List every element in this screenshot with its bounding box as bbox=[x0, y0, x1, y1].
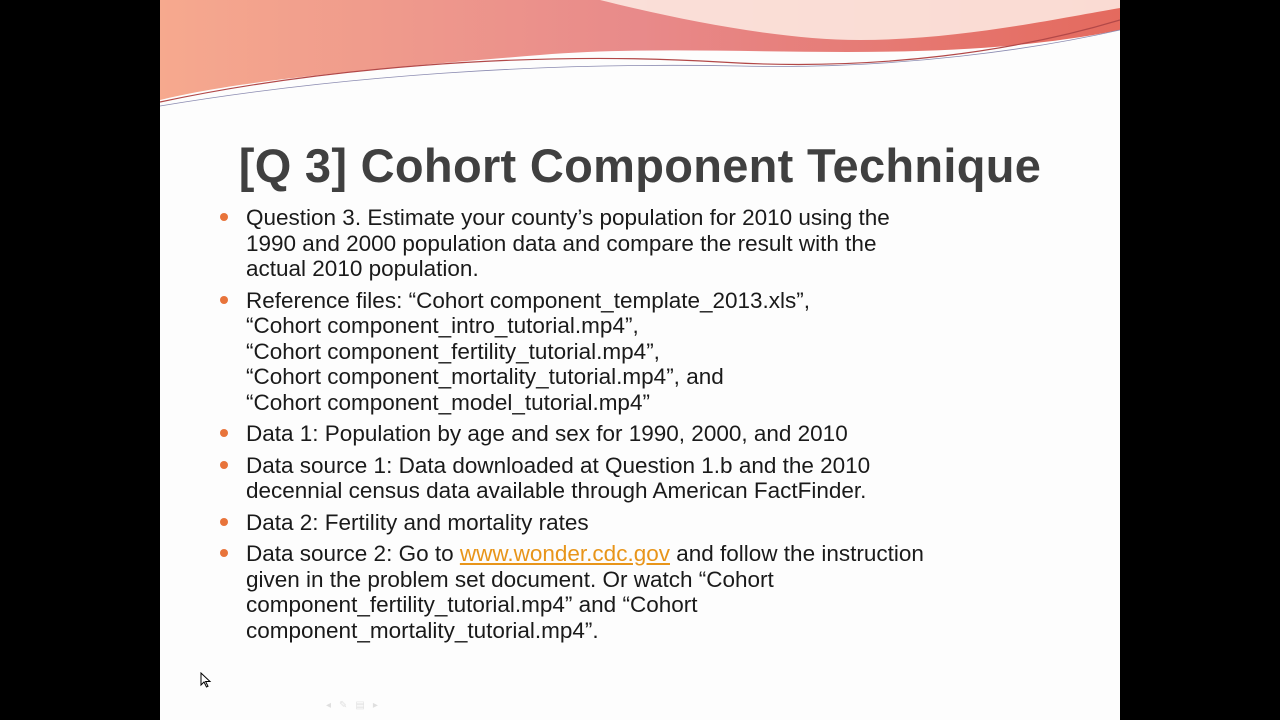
mouse-pointer-icon bbox=[200, 672, 212, 688]
bullet-dot-icon bbox=[220, 518, 228, 526]
bullet-item: Data 1: Population by age and sex for 1990, 2000, and 2010 bbox=[218, 421, 1078, 447]
bullet-dot-icon bbox=[220, 461, 228, 469]
bullet-dot-icon bbox=[220, 296, 228, 304]
bullet-dot-icon bbox=[220, 213, 228, 221]
next-slide-icon[interactable]: ▸ bbox=[372, 700, 378, 711]
bullet-item: Data source 1: Data downloaded at Question 1.b and the 2010 decennial census data available through American FactFinder. bbox=[218, 453, 1078, 504]
slide-header-decoration bbox=[160, 0, 1120, 110]
bullet-dot-icon bbox=[220, 549, 228, 557]
bullet-item: Reference files: “Cohort component_template_2013.xls”, “Cohort component_intro_tutorial.mp4”, “Cohort component_fertility_tutorial.mp4”, “Cohort component_mortality_tutorial.mp4”, and “Cohort component_model_tutorial.mp4” bbox=[218, 288, 1078, 416]
slideshow-controls bbox=[326, 700, 378, 711]
pen-icon[interactable]: ✎ bbox=[339, 700, 348, 711]
slide-title: [Q 3] Cohort Component Technique bbox=[238, 139, 1042, 192]
bullet-dot-icon bbox=[220, 429, 228, 437]
bullet-list bbox=[218, 205, 1078, 649]
presentation-slide bbox=[160, 0, 1120, 720]
bullet-item: Question 3. Estimate your county’s population for 2010 using the 1990 and 2000 population data and compare the result with the actual 2010 population. bbox=[218, 205, 1078, 282]
wonder-cdc-link[interactable]: www.wonder.cdc.gov bbox=[459, 541, 670, 566]
menu-icon[interactable]: ▤ bbox=[355, 700, 365, 711]
prev-slide-icon[interactable]: ◂ bbox=[326, 700, 332, 711]
bullet-item: Data 2: Fertility and mortality rates bbox=[218, 510, 1078, 536]
bullet-item: Data source 2: Go to www.wonder.cdc.gov and follow the instruction given in the problem set document. Or watch “Cohort component_fertility_tutorial.mp4” and “Cohort component_mortality_tutorial.mp4”. bbox=[218, 541, 1078, 643]
